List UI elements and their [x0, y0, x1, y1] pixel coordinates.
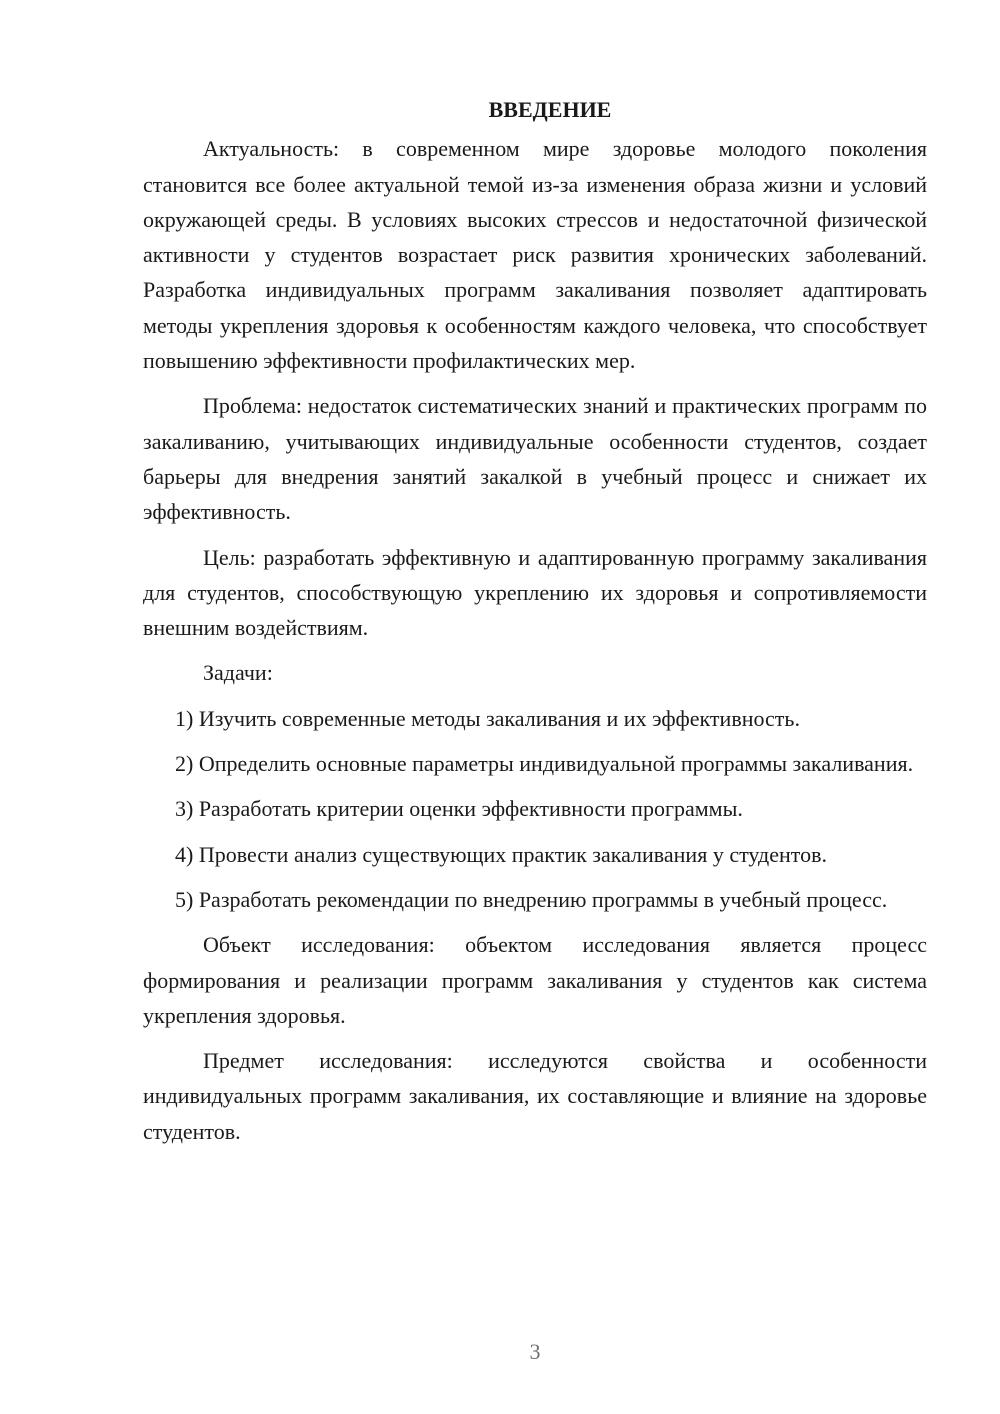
paragraph-object: Объект исследования: объектом исследования является процесс формирования и реализации программ закаливания у студентов как система укрепления здоровья.: [143, 932, 927, 1028]
paragraph-goal: Цель: разработать эффективную и адаптированную программу закаливания для студентов, способствующую укреплению их здоровья и сопротивляемости внешним воздействиям.: [143, 544, 927, 641]
paragraph-problem: Проблема: недостаток систематических знаний и практических программ по закаливанию, учитывающих индивидуальные особенности студентов, создает барьеры для внедрения занятий закалкой в учебный процесс и снижает их эффективность.: [143, 393, 927, 525]
page-number: 3: [529, 1339, 541, 1364]
task-item-4: 4) Провести анализ существующих практик закаливания у студентов.: [175, 841, 827, 867]
task-item-3: 3) Разработать критерии оценки эффективности программы.: [175, 796, 743, 822]
section-heading: ВВЕДЕНИЕ: [488, 97, 612, 122]
task-item-2: 2) Определить основные параметры индивидуальной программы закаливания.: [175, 751, 914, 777]
page-content: [143, 92, 927, 1159]
tasks-label: Задачи:: [203, 660, 273, 686]
task-item-1: 1) Изучить современные методы закаливания и их эффективность.: [175, 705, 800, 731]
paragraph-relevance: Актуальность: в современном мире здоровье молодого поколения становится все более актуальной темой из-за изменения образа жизни и условий окружающей среды. В условиях высоких стрессов и недостаточной физической активности у студентов возрастает риск развития хронических заболеваний. Разработка индивидуальных программ закаливания позволяет адаптировать методы укрепления здоровья к особенностям каждого человека, что способствует повышению эффективности профилактических мер.: [143, 136, 927, 374]
paragraph-subject: Предмет исследования: исследуются свойства и особенности индивидуальных программ закаливания, их составляющие и влияние на здоровье студентов.: [143, 1048, 927, 1144]
task-item-5: 5) Разработать рекомендации по внедрению программы в учебный процесс.: [175, 886, 888, 912]
